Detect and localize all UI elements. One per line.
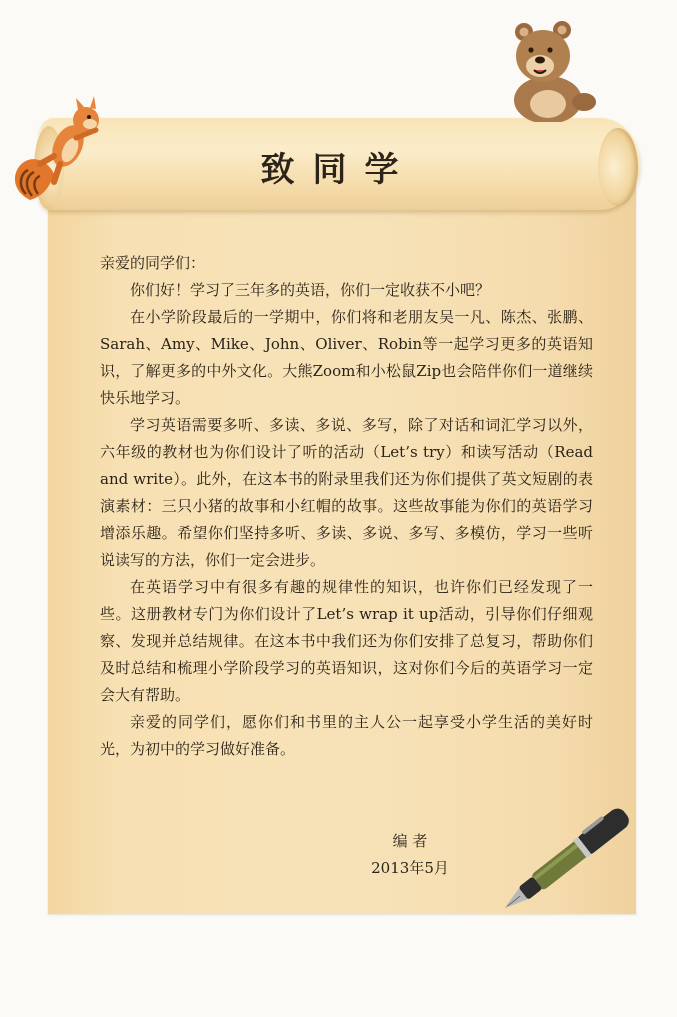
paragraph: 在英语学习中有很多有趣的规律性的知识，也许你们已经发现了一些。这册教材专门为你们设计了Let’s wrap it up活动，引导你们仔细观察、发现并总结规律。在这本书中我们还为你们安排了总复习，帮助你们及时总结和梳理小学阶段学习的英语知识，这对你们今后的英语学习一定会大有帮助。: [100, 578, 593, 704]
page-title: 致同学: [260, 150, 417, 190]
signature-block: [340, 828, 480, 882]
signature-date: 2013年5月: [371, 859, 449, 877]
signature-author: 编 者: [392, 832, 428, 850]
squirrel-illustration: [10, 90, 120, 210]
greeting-line: 亲爱的同学们：: [100, 254, 206, 272]
bear-illustration: [498, 20, 608, 122]
letter-body: [100, 250, 593, 763]
paragraph: 在小学阶段最后的一学期中，你们将和老朋友吴一凡、陈杰、张鹏、Sarah、Amy、Mike、John、Oliver、Robin等一起学习更多的英语知识，了解更多的中外文化。大熊Zoom和小松鼠Zip也会陪伴你们一道继续快乐地学习。: [100, 308, 593, 407]
fountain-pen-illustration: [488, 790, 648, 930]
paragraph: 你们好！学习了三年多的英语，你们一定收获不小吧？: [130, 281, 491, 299]
paragraph: 学习英语需要多听、多读、多说、多写，除了对话和词汇学习以外，六年级的教材也为你们设计了听的活动（Let’s try）和读写活动（Read and write）。此外，在这本书的附录里我们还为你们提供了英文短剧的表演素材：三只小猪的故事和小红帽的故事。这些故事能为你们的英语学习增添乐趣。希望你们坚持多听、多读、多说、多写、多模仿，学习一些听说读写的方法，你们一定会进步。: [100, 416, 593, 569]
paragraph: 亲爱的同学们，愿你们和书里的主人公一起享受小学生活的美好时光，为初中的学习做好准备。: [100, 713, 593, 758]
